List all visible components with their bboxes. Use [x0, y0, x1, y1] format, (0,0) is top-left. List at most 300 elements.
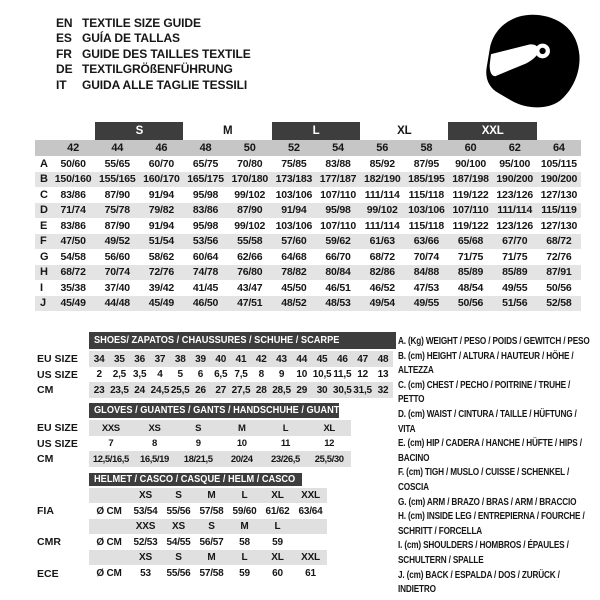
value-cell: 47: [352, 351, 372, 367]
row-label: E: [40, 219, 48, 232]
table-row: [35, 436, 351, 451]
size-cell: 55/58: [228, 234, 272, 250]
value-cell: 4: [157, 369, 163, 380]
size-cell: 71/74: [51, 203, 95, 219]
value-cell: 9: [278, 369, 285, 380]
size-table: [35, 122, 581, 311]
size-cell: 46/51: [325, 281, 351, 294]
shoes-title-cell: [89, 332, 393, 351]
size-cell: 51/56: [493, 296, 537, 312]
size-column-header: 58: [404, 140, 448, 156]
size-cell: 37/40: [104, 281, 130, 294]
size-row-f: [35, 234, 581, 250]
size-cell: 85/92: [369, 157, 395, 170]
size-cell: 44/48: [95, 296, 139, 312]
value-cell: 24,5: [150, 382, 170, 398]
helmet-title-bar: [89, 473, 302, 486]
row-label: [35, 488, 89, 503]
size-column-header: 42: [51, 140, 95, 156]
size-cell: 119/122: [452, 188, 489, 201]
size-cell: 49/52: [95, 234, 139, 250]
size-cell: 95/98: [192, 219, 219, 232]
value-cell: S: [195, 519, 228, 534]
value-cell: XS: [162, 519, 195, 534]
helmet-title-cell: [89, 473, 327, 488]
value-cell: 25,5: [170, 382, 190, 398]
size-cell: 49/54: [360, 296, 404, 312]
size-cell: 59/62: [316, 234, 360, 250]
size-cell: 87/91: [537, 265, 581, 281]
size-cell: 48/53: [316, 296, 360, 312]
language-title: TEXTILE SIZE GUIDE: [82, 16, 201, 30]
corner-cell: [35, 140, 51, 156]
language-code: DE: [56, 62, 73, 77]
size-cell: 67/70: [493, 234, 537, 250]
size-cell: 190/200: [537, 172, 581, 188]
helmet-table: [35, 473, 327, 582]
value-cell: 52/53: [133, 536, 158, 548]
size-cell: 48/54: [457, 281, 484, 294]
value-cell: 5: [177, 369, 183, 380]
size-cell: 39/42: [148, 281, 175, 294]
size-cell: 45/50: [281, 281, 307, 294]
size-column-header: 64: [537, 140, 581, 156]
row-label: [35, 519, 89, 534]
size-cell: 99/102: [360, 203, 404, 219]
language-code: IT: [56, 77, 67, 92]
value-cell: [294, 519, 327, 534]
size-cell: 95/98: [316, 203, 360, 219]
size-column-header: 48: [183, 140, 227, 156]
gloves-title-text: GLOVES / GUANTES / GANTS / HANDSCHUHE / GUANTI: [94, 404, 342, 416]
legend-item: J. (cm) BACK / ESPALDA / DOS / ZURÜCK / INDIETRO: [398, 569, 560, 596]
value-cell: 12: [357, 369, 368, 380]
size-group-s: S: [95, 122, 183, 140]
shoes-table: [35, 332, 393, 398]
value-cell: XS: [129, 488, 162, 503]
size-cell: 49/55: [502, 281, 528, 294]
row-label: CM: [37, 453, 54, 465]
size-cell: 99/102: [234, 219, 266, 232]
size-group-m: M: [222, 125, 233, 137]
size-cell: 165/175: [183, 172, 227, 188]
value-cell: XS: [133, 420, 177, 436]
size-cell: 83/86: [183, 203, 227, 219]
row-label: [35, 550, 89, 565]
helmet-title-row: [35, 473, 327, 488]
value-cell: 31,5: [352, 382, 372, 398]
unit-cell: Ø CM: [96, 505, 122, 517]
size-cell: 45/49: [139, 296, 183, 312]
legend-item: A. (Kg) WEIGHT / PESO / POIDS / GEWITCH / PESO: [398, 336, 590, 347]
size-cell: 68/72: [51, 265, 95, 281]
size-cell: 123/126: [496, 219, 533, 232]
value-cell: M: [228, 519, 261, 534]
size-cell: 83/88: [325, 157, 351, 170]
size-cell: 66/70: [325, 250, 351, 263]
language-row: [56, 16, 251, 31]
shoes-title-row: [35, 332, 393, 351]
size-row-g: [35, 249, 581, 265]
value-cell: 28,5: [271, 382, 291, 398]
size-cell: 72/76: [139, 265, 183, 281]
row-label: D: [35, 203, 51, 219]
language-title: TEXTILGRÖßENFÜHRUNG: [82, 62, 233, 77]
size-cell: 87/90: [104, 188, 130, 201]
size-cell: 187/198: [448, 172, 492, 188]
language-title: GUIDE DES TAILLES TEXTILE: [82, 46, 251, 61]
size-cell: 85/89: [493, 265, 537, 281]
value-cell: M: [195, 550, 228, 565]
value-cell: 27: [211, 382, 231, 398]
gloves-title-cell: [89, 403, 351, 420]
size-cell: 127/130: [540, 188, 578, 201]
value-cell: 63/64: [298, 505, 323, 517]
size-row-d: [35, 203, 581, 219]
value-cell: 10: [296, 369, 308, 380]
helmet-icon: [477, 12, 585, 112]
table-row: [35, 451, 351, 467]
size-cell: 91/94: [148, 188, 175, 201]
value-cell: 11: [280, 438, 291, 449]
gloves-table: [35, 403, 351, 467]
value-cell: 27,5: [231, 382, 251, 398]
table-row: [35, 351, 393, 367]
size-row-b: [35, 172, 581, 188]
value-cell: 60: [272, 568, 283, 579]
value-cell: 44: [292, 351, 312, 367]
size-cell: 82/86: [360, 265, 404, 281]
value-cell: 7,5: [234, 369, 248, 380]
language-row: [56, 31, 251, 46]
value-cell: 8: [258, 369, 264, 380]
value-cell: 13: [377, 369, 389, 380]
size-cell: 115/118: [408, 219, 445, 232]
size-cell: 41/45: [192, 281, 219, 294]
size-cell: 87/90: [104, 219, 130, 232]
size-cell: 107/110: [320, 219, 357, 232]
row-label: ECE: [37, 567, 59, 580]
size-cell: 80/84: [316, 265, 360, 281]
legend-item: F. (cm) TIGH / MUSLO / CUISSE / SCHENKEL / COSCIA: [398, 467, 570, 493]
language-list: [56, 16, 251, 93]
size-column-header: 52: [272, 140, 316, 156]
gloves-title-row: [35, 403, 351, 420]
size-cell: 115/118: [408, 188, 445, 201]
value-cell: 59: [272, 536, 283, 548]
value-cell: S: [176, 420, 220, 436]
size-cell: 103/106: [404, 203, 448, 219]
value-cell: 32: [373, 382, 393, 398]
unit-cell: [89, 550, 129, 565]
shoes-title-bar: [89, 332, 396, 349]
value-cell: 23,5: [109, 382, 129, 398]
size-cell: 99/102: [234, 188, 266, 201]
value-cell: 25,5/30: [307, 451, 351, 467]
size-cell: 173/183: [272, 172, 316, 188]
size-cell: 61/63: [360, 234, 404, 250]
value-cell: S: [162, 550, 195, 565]
size-column-header: 46: [139, 140, 183, 156]
size-cell: 150/160: [51, 172, 95, 188]
size-cell: 70/74: [413, 250, 440, 263]
value-cell: 30,5: [332, 382, 352, 398]
size-cell: 62/66: [237, 250, 263, 263]
language-row: [56, 62, 251, 77]
table-row: [35, 503, 327, 519]
shoes-title-text: SHOES/ ZAPATOS / CHAUSSURES / SCHUHE / SCARPE: [94, 334, 340, 346]
value-cell: 55/56: [166, 568, 191, 579]
size-cell: 63/66: [404, 234, 448, 250]
size-cell: 190/200: [493, 172, 537, 188]
value-cell: 12,5/16,5: [89, 451, 133, 467]
row-label: EU SIZE: [37, 422, 78, 434]
row-label: F: [35, 234, 51, 250]
value-cell: L: [228, 488, 261, 503]
value-cell: 28: [251, 382, 271, 398]
size-cell: 72/76: [546, 250, 572, 263]
measurement-legend: [398, 335, 592, 598]
size-cell: 87/95: [413, 157, 440, 170]
helmet-title-text: HELMET / CASCO / CASQUE / HELM / CASCO: [94, 473, 296, 485]
value-cell: 16,5/19: [133, 451, 177, 467]
value-cell: XL: [307, 420, 351, 436]
value-cell: XXL: [294, 488, 327, 503]
size-cell: 91/94: [148, 219, 175, 232]
row-label: CMR: [37, 536, 61, 548]
value-cell: 20/24: [220, 451, 264, 467]
size-cell: 35/38: [60, 281, 86, 294]
size-cell: 182/190: [360, 172, 404, 188]
size-cell: 47/50: [51, 234, 95, 250]
size-column-header: 54: [316, 140, 360, 156]
size-cell: 103/106: [275, 219, 313, 232]
value-cell: 38: [170, 351, 190, 367]
row-label: US SIZE: [37, 368, 78, 381]
value-cell: 61/62: [265, 505, 290, 517]
size-cell: 68/72: [369, 250, 395, 263]
size-cell: 65/68: [448, 234, 492, 250]
value-cell: 6: [197, 369, 204, 380]
size-cell: 87/90: [228, 203, 272, 219]
size-group-row: [35, 122, 581, 140]
value-cell: 30: [312, 382, 332, 398]
size-cell: 75/85: [281, 157, 307, 170]
size-cell: 90/100: [455, 157, 486, 170]
size-cell: 105/115: [540, 157, 577, 170]
size-cell: 43/47: [237, 281, 263, 294]
table-row: [35, 534, 327, 550]
size-row-i: [35, 280, 581, 296]
value-cell: 35: [109, 351, 129, 367]
value-cell: 37: [150, 351, 170, 367]
value-cell: 59/60: [232, 505, 257, 517]
size-cell: 50/56: [546, 281, 572, 294]
size-cell: 155/165: [95, 172, 139, 188]
size-group-l: L: [272, 122, 360, 140]
size-cell: 119/122: [452, 219, 489, 232]
size-cell: 60/64: [192, 250, 219, 263]
size-cell: 85/89: [448, 265, 492, 281]
size-cell: 48/52: [272, 296, 316, 312]
size-cell: 74/78: [183, 265, 227, 281]
size-cell: 60/70: [148, 157, 175, 170]
value-cell: 24: [130, 382, 150, 398]
legend-item: I. (cm) SHOULDERS / HOMBROS / ÉPAULES / SCHULTERN / SPALLE: [398, 540, 569, 566]
gloves-title-bar: [89, 403, 342, 418]
value-cell: 53: [140, 568, 151, 579]
language-row: [56, 47, 251, 62]
value-cell: S: [162, 488, 195, 503]
size-cell: 46/50: [183, 296, 227, 312]
size-cell: 55/65: [104, 157, 130, 170]
size-cell: 170/180: [228, 172, 272, 188]
size-cell: 95/100: [499, 157, 531, 170]
size-cell: 78/82: [272, 265, 316, 281]
size-cell: 111/114: [364, 219, 400, 232]
value-cell: XL: [261, 488, 294, 503]
value-cell: L: [261, 519, 294, 534]
legend-item: G. (cm) ARM / BRAZO / BRAS / ARM / BRACCIO: [398, 496, 577, 508]
value-cell: 57/58: [199, 505, 224, 517]
value-cell: [294, 534, 327, 550]
legend-item: E. (cm) HIP / CADERA / HANCHE / HÜFTE / HIPS / BACINO: [398, 438, 582, 464]
section-label-spacer: [35, 403, 89, 420]
value-cell: 6,5: [214, 369, 228, 380]
value-cell: 7: [108, 438, 114, 449]
value-cell: 58: [239, 536, 250, 548]
size-cell: 107/110: [320, 188, 357, 201]
row-label: US SIZE: [37, 437, 78, 450]
size-cell: 56/60: [104, 250, 130, 263]
size-cell: 51/54: [139, 234, 183, 250]
value-cell: XXL: [294, 550, 327, 565]
value-cell: 11,5: [333, 369, 352, 380]
size-cell: 177/187: [316, 172, 360, 188]
size-cell: 47/51: [228, 296, 272, 312]
size-cell: 65/75: [192, 157, 219, 170]
language-title: GUIDA ALLE TAGLIE TESSILI: [82, 77, 248, 92]
size-cell: 103/106: [275, 188, 313, 201]
row-label: EU SIZE: [37, 353, 78, 365]
size-column-header: 50: [228, 140, 272, 156]
value-cell: L: [264, 420, 308, 436]
value-cell: 59: [239, 568, 250, 579]
value-cell: 8: [152, 438, 157, 449]
value-cell: 40: [211, 351, 231, 367]
row-label: B: [35, 172, 51, 188]
unit-cell: [89, 488, 129, 503]
value-cell: XXS: [89, 420, 133, 436]
value-cell: 29: [292, 382, 312, 398]
size-cell: 107/110: [448, 203, 492, 219]
value-cell: 3,5: [133, 369, 147, 380]
value-cell: 18/21,5: [176, 451, 220, 467]
value-cell: XXS: [129, 519, 162, 534]
value-cell: 23: [89, 382, 109, 398]
value-cell: M: [195, 488, 228, 503]
unit-cell: [89, 519, 129, 534]
size-cell: 70/74: [95, 265, 139, 281]
size-row-h: [35, 265, 581, 281]
size-cell: 83/86: [60, 188, 86, 201]
legend-item: C. (cm) CHEST / PECHO / POITRINE / TRUHE / PETTO: [398, 379, 571, 406]
size-row-e: [35, 218, 581, 234]
value-cell: 61: [305, 568, 316, 579]
size-group-xxl: XXL: [448, 122, 536, 140]
size-cell: 68/72: [537, 234, 581, 250]
value-cell: XS: [129, 550, 162, 565]
value-cell: 34: [89, 351, 109, 367]
value-cell: M: [220, 420, 264, 436]
value-cell: 9: [195, 438, 201, 449]
table-row: [35, 550, 327, 565]
size-cell: 75/78: [95, 203, 139, 219]
row-label: FIA: [37, 505, 54, 517]
section-label-spacer: [35, 473, 89, 488]
language-title: GUÍA DE TALLAS: [82, 31, 180, 46]
value-cell: 57/58: [199, 568, 224, 579]
value-cell: 10,5: [312, 369, 332, 380]
legend-item: D. (cm) WAIST / CINTURA / TAILLE / HÜFTUNG / VITA: [398, 408, 577, 435]
size-cell: 58/62: [148, 250, 175, 263]
size-cell: 52/58: [537, 296, 581, 312]
size-cell: 46/52: [369, 281, 395, 294]
legend-item: B. (cm) HEIGHT / ALTURA / HAUTEUR / HÖHE / ALTEZZA: [398, 350, 574, 377]
row-label: I: [40, 281, 43, 294]
value-cell: 12: [324, 438, 335, 449]
table-row: [35, 519, 327, 534]
value-cell: XL: [261, 550, 294, 565]
row-label: H: [35, 265, 51, 281]
value-cell: 43: [271, 351, 291, 367]
size-column-header: 60: [448, 140, 492, 156]
table-row: [35, 367, 393, 382]
size-cell: 53/56: [183, 234, 227, 250]
size-cell: 123/126: [496, 188, 533, 201]
size-cell: 76/80: [228, 265, 272, 281]
size-group-spacer: [35, 122, 95, 140]
size-cell: 71/75: [502, 250, 528, 263]
value-cell: 54/55: [166, 536, 191, 548]
size-cell: 111/114: [493, 203, 537, 219]
row-label: G: [40, 250, 49, 263]
size-cell: 71/75: [457, 250, 484, 263]
size-cell: 91/94: [272, 203, 316, 219]
size-cell: 83/86: [60, 219, 86, 232]
row-label: J: [35, 296, 51, 312]
value-cell: 41: [231, 351, 251, 367]
unit-cell: Ø CM: [96, 536, 122, 548]
value-cell: 2: [96, 369, 102, 380]
size-row-j: [35, 296, 581, 312]
language-row: [56, 78, 251, 93]
unit-cell: Ø CM: [96, 568, 122, 579]
table-row: [35, 420, 351, 436]
size-cell: 47/53: [413, 281, 440, 294]
value-cell: 36: [130, 351, 150, 367]
size-column-header: 62: [493, 140, 537, 156]
size-cell: 50/60: [60, 157, 86, 170]
table-row: [35, 382, 393, 398]
legend-item: H. (cm) INSIDE LEG / ENTREPIERNA / FOURCHE / SCHRITT / FORCELLA: [398, 511, 585, 537]
size-cell: 95/98: [192, 188, 219, 201]
size-cell: 54/58: [60, 250, 86, 263]
row-label: A: [40, 157, 48, 170]
size-cell: 57/60: [272, 234, 316, 250]
size-group-xl: XL: [397, 125, 412, 137]
value-cell: 56/57: [199, 536, 224, 548]
